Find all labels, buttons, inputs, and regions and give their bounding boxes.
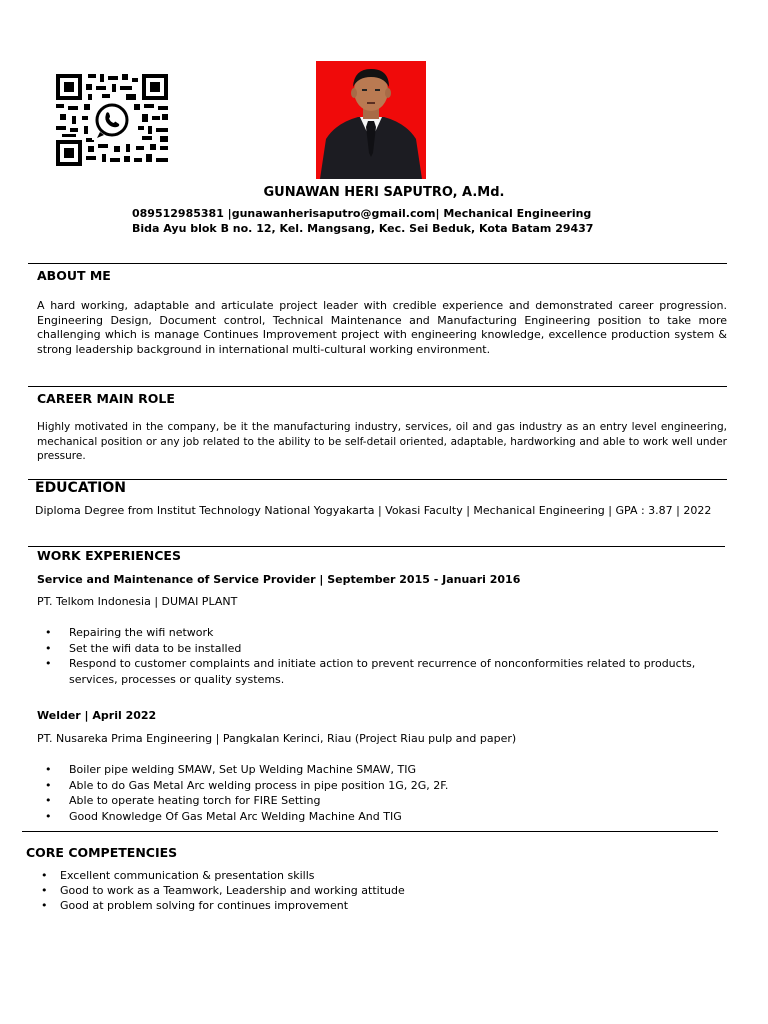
list-item: • Able to do Gas Metal Arc welding process in pipe position 1G, 2G, 2F. xyxy=(37,778,717,794)
qr-code-icon xyxy=(56,74,168,166)
list-item: • Good to work as a Teamwork, Leadership and working attitude xyxy=(38,883,718,898)
career-text: Highly motivated in the company, be it the manufacturing industry, services, oil and gas industry as an entry level engineering, mechanical position or any job related to the ability to be self-detail oriented, adaptable, hardworking and able to work well under pressure. xyxy=(37,421,727,462)
competencies-list xyxy=(38,868,718,913)
competencies-heading: CORE COMPETENCIES xyxy=(26,845,178,860)
list-item: • Repairing the wifi network xyxy=(37,625,717,641)
section-divider xyxy=(28,479,727,480)
address-line: Bida Ayu blok B no. 12, Kel. Mangsang, Kec. Sei Beduk, Kota Batam 29437 xyxy=(132,222,594,235)
job-duties-list xyxy=(37,762,717,824)
list-item: • Set the wifi data to be installed xyxy=(37,641,717,657)
list-item: • Good Knowledge Of Gas Metal Arc Welding Machine And TIG xyxy=(37,809,717,825)
about-text: A hard working, adaptable and articulate project leader with credible experience and demonstrated career progression. Engineering Design, Document control, Technical Maintenance and Manufacturing Engineering position to take more challenging which is manage Continues Improvement project with engineering knowledge, excellence production system & strong leadership background in international multi-cultural working environment. xyxy=(37,299,727,356)
section-divider xyxy=(28,546,725,547)
section-divider xyxy=(22,831,718,832)
job-title: Welder | April 2022 xyxy=(37,709,157,722)
list-item: • Excellent communication & presentation skills xyxy=(38,868,718,883)
candidate-name: GUNAWAN HERI SAPUTRO, A.Md. xyxy=(263,185,505,200)
job-company: PT. Nusareka Prima Engineering | Pangkalan Kerinci, Riau (Project Riau pulp and paper) xyxy=(37,732,517,745)
job-duties-list xyxy=(37,625,717,687)
education-heading: EDUCATION xyxy=(35,480,126,496)
section-divider xyxy=(28,263,727,264)
list-item: • Boiler pipe welding SMAW, Set Up Welding Machine SMAW, TIG xyxy=(37,762,717,778)
section-divider xyxy=(28,386,727,387)
contact-line: 089512985381 |gunawanherisaputro@gmail.com| Mechanical Engineering xyxy=(132,207,592,220)
list-item: • Able to operate heating torch for FIRE Setting xyxy=(37,793,717,809)
career-heading: CAREER MAIN ROLE xyxy=(37,391,175,406)
list-item: • Respond to customer complaints and initiate action to prevent recurrence of nonconformities related to products, services, processes or quality systems. xyxy=(37,656,717,687)
whatsapp-icon xyxy=(92,102,132,140)
about-heading: ABOUT ME xyxy=(37,268,111,283)
list-item: • Good at problem solving for continues improvement xyxy=(38,898,718,913)
education-text: Diploma Degree from Institut Technology National Yogyakarta | Vokasi Faculty | Mechanical Engineering | GPA : 3.87 | 2022 xyxy=(35,504,712,517)
work-heading: WORK EXPERIENCES xyxy=(37,548,181,563)
job-title: Service and Maintenance of Service Provider | September 2015 - Januari 2016 xyxy=(37,573,521,586)
profile-photo xyxy=(316,61,426,179)
contact-block xyxy=(132,206,593,236)
job-company: PT. Telkom Indonesia | DUMAI PLANT xyxy=(37,595,238,608)
